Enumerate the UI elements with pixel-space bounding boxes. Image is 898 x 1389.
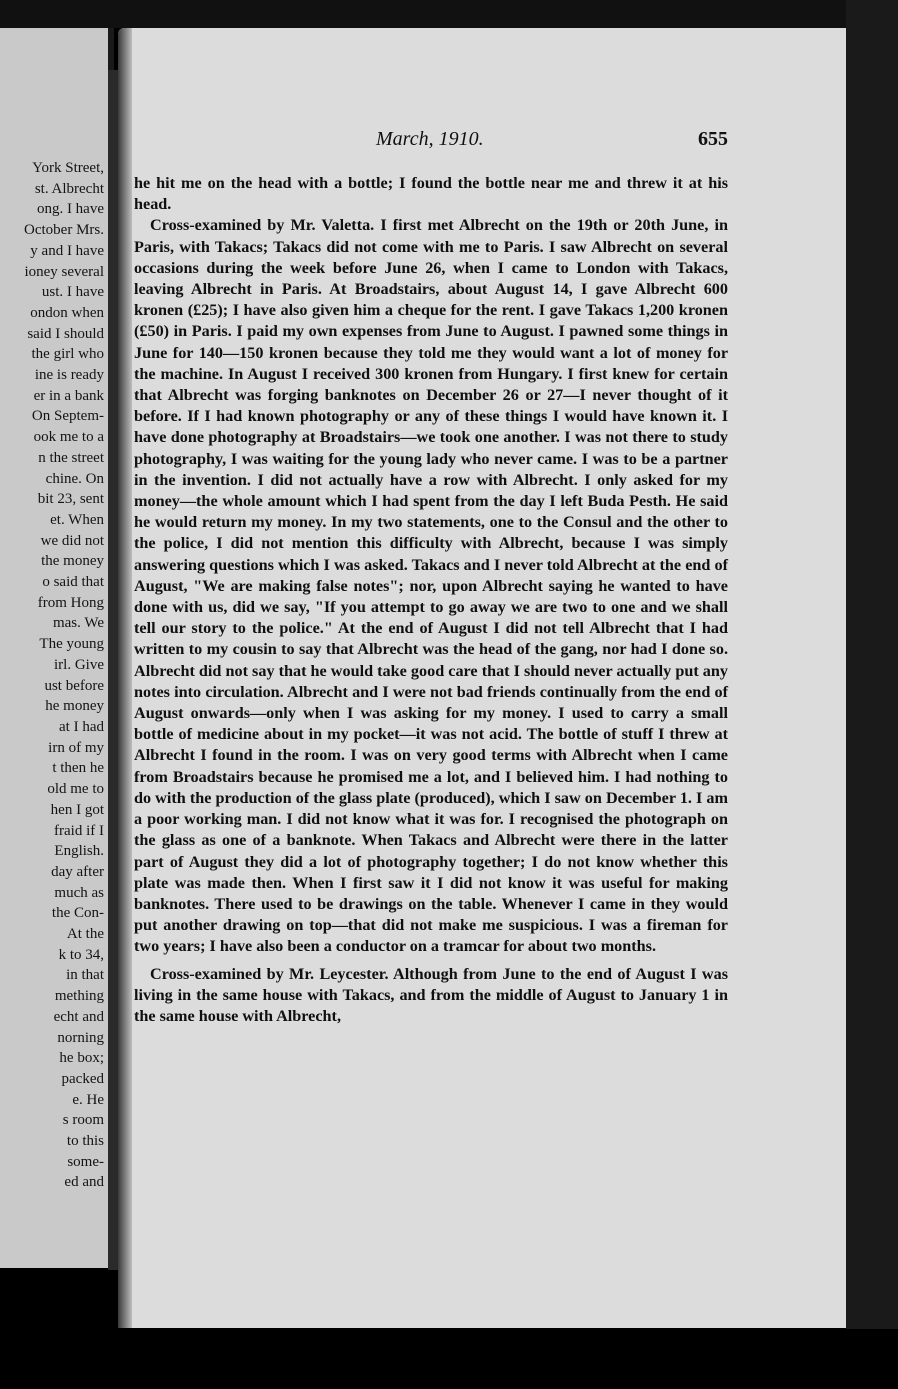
left-page-line: fraid if I (54, 822, 104, 839)
left-page-line: day after (51, 863, 104, 880)
running-title: March, 1910. (376, 128, 484, 150)
scan-bottom-border (0, 1329, 898, 1389)
left-page-line: at I had (59, 718, 104, 735)
paragraph: Cross-examined by Mr. Leycester. Although from June to the end of August I was living in the same house with Takacs, and from the middle of August to January 1 in the same house with Albrecht, (134, 964, 728, 1025)
left-page-line: n the street (38, 449, 104, 466)
left-page-line: ine is ready (34, 367, 104, 384)
left-page-line: some- (67, 1153, 104, 1170)
left-page-line: echt and (53, 1008, 104, 1025)
left-page-line: from Hong (37, 594, 104, 611)
left-page-line: much as (54, 884, 104, 901)
left-page-line: in that (66, 967, 104, 984)
page-header (118, 128, 846, 154)
left-page-line: irn of my (48, 739, 104, 756)
left-page-line: At the (66, 926, 104, 943)
left-page-line: st. Albrecht (34, 180, 104, 197)
page-gutter-shadow (118, 28, 132, 1328)
left-page-line: The young (39, 636, 104, 653)
scan-top-border (0, 0, 898, 28)
left-page-line: the Con- (51, 905, 104, 922)
left-page-line: y and I have (30, 242, 104, 259)
left-page-line: ioney several (24, 263, 104, 280)
left-page-line: chine. On (45, 470, 104, 487)
left-page-line: hen I got (50, 801, 104, 818)
left-page-line: ed and (64, 1174, 104, 1191)
left-page-line: old me to (47, 781, 104, 798)
left-page-line: ondon when (30, 304, 104, 321)
left-page-line: norning (57, 1029, 104, 1046)
right-page (118, 28, 846, 1328)
left-page-line: er in a bank (33, 387, 104, 404)
left-page-line: the money (41, 553, 104, 570)
left-page-line: bit 23, sent (37, 491, 104, 508)
left-page-line: mas. We (52, 615, 104, 632)
paragraph: Cross-examined by Mr. Valetta. I first met Albrecht on the 19th or 20th June, in Paris, with Takacs; Takacs did not come with me to Paris. I saw Albrecht on several occasions during the week before June 26, when I came to London with Takacs, leaving Albrecht in Paris. At Broadstairs, about August 14, I gave Albrecht 600 kronen (£25); I have also given him a cheque for the rent. I gave Takacs 1,200 kronen (£50) in Paris. I paid my own expenses from June to August. I pawned some things in June for 140—150 kronen because they told me they would want a lot of money for the machine. In August I received 300 kronen from Hungary. I first knew for certain that Albrecht was forging banknotes on December 26 or 27—I never thought of it before. If I had known photography or any of these things I would have known it. I have done photography at Broadstairs—we took one another. I was not there to study photography, I was waiting for the young lady who never came. I was to be a partner in the invention. I did not actually have a row with Albrecht. I only asked for my money—the whole amount which I had spent from the day I left Buda Pesth. He said he would return my money. In my two statements, one to the Consul and the other to the police, I did not mention this difficulty with Albrecht, because I was simply answering questions which I was asked. Takacs and I never told Albrecht at the end of August, "We are making false notes"; nor, upon Albrecht saying he wanted to have done with us, did we say, "If you attempt to go away we are two to one and we shall tell our story to the police." At the end of August I did not tell Albrecht that I had written to my cousin to say that Albrecht was the head of the gang, nor had I done so. Albrecht did not say that he would take good care that I should never actually put any notes into circulation. Albrecht and I were not bad friends continually from the end of August onwards—only when I was asking for my money. I used to carry a small bottle of medicine about in my pocket—it was not acid. The bottle of stuff I threw at Albrecht I found in the room. I was on very good terms with Albrecht when I came from Broadstairs because he promised me a lot, and I believed him. I had nothing to do with the production of the glass plate (produced), which I saw on December 1. I am a poor working man. I did not know what it was for. I recognised the photograph on the glass as one of a banknote. When Takacs and Albrecht were there in the latter part of August they did a lot of photography together; I do not know whether this plate was made then. When I first saw it I did not know it was useful for making banknotes. There used to be drawings on the table. Whenever I came in they would put another drawing on top—that did not make me suspicious. I was a fireman for two years; I have also been a conductor on a tramcar for about two months. (134, 216, 728, 956)
left-page-line: English. (54, 843, 104, 860)
left-page-line: ust before (44, 677, 104, 694)
left-page-line: he money (45, 698, 104, 715)
left-page-line: said I should (27, 325, 104, 342)
left-page-line: et. When (50, 511, 104, 528)
left-page-line: t then he (52, 760, 104, 777)
left-page-line: On Septem- (31, 408, 104, 425)
left-page-line: k to 34, (58, 946, 104, 963)
left-page-line: s room (62, 1112, 104, 1129)
scan-right-border (846, 0, 898, 1389)
left-page-text-fragments (24, 158, 104, 1193)
page-number: 655 (698, 128, 728, 150)
left-page-line: mething (54, 988, 104, 1005)
left-page (0, 28, 114, 1268)
left-page-line: ook me to a (33, 429, 104, 446)
left-page-line: irl. Give (54, 656, 104, 673)
left-page-line: he box; (59, 1050, 104, 1067)
left-page-line: we did not (40, 532, 104, 549)
left-page-line: ust. I have (41, 284, 104, 301)
left-page-line: October Mrs. (24, 222, 104, 239)
left-page-line: York Street, (32, 160, 104, 176)
left-page-line: packed (61, 1070, 104, 1087)
paragraph: he hit me on the head with a bottle; I found the bottle near me and threw it at his head. (134, 174, 728, 214)
left-page-line: e. He (72, 1091, 104, 1108)
left-page-line: o said that (42, 574, 104, 591)
left-page-line: to this (66, 1133, 104, 1150)
body-text (134, 173, 728, 1027)
left-page-line: ong. I have (36, 201, 104, 218)
left-page-line: the girl who (31, 346, 104, 363)
